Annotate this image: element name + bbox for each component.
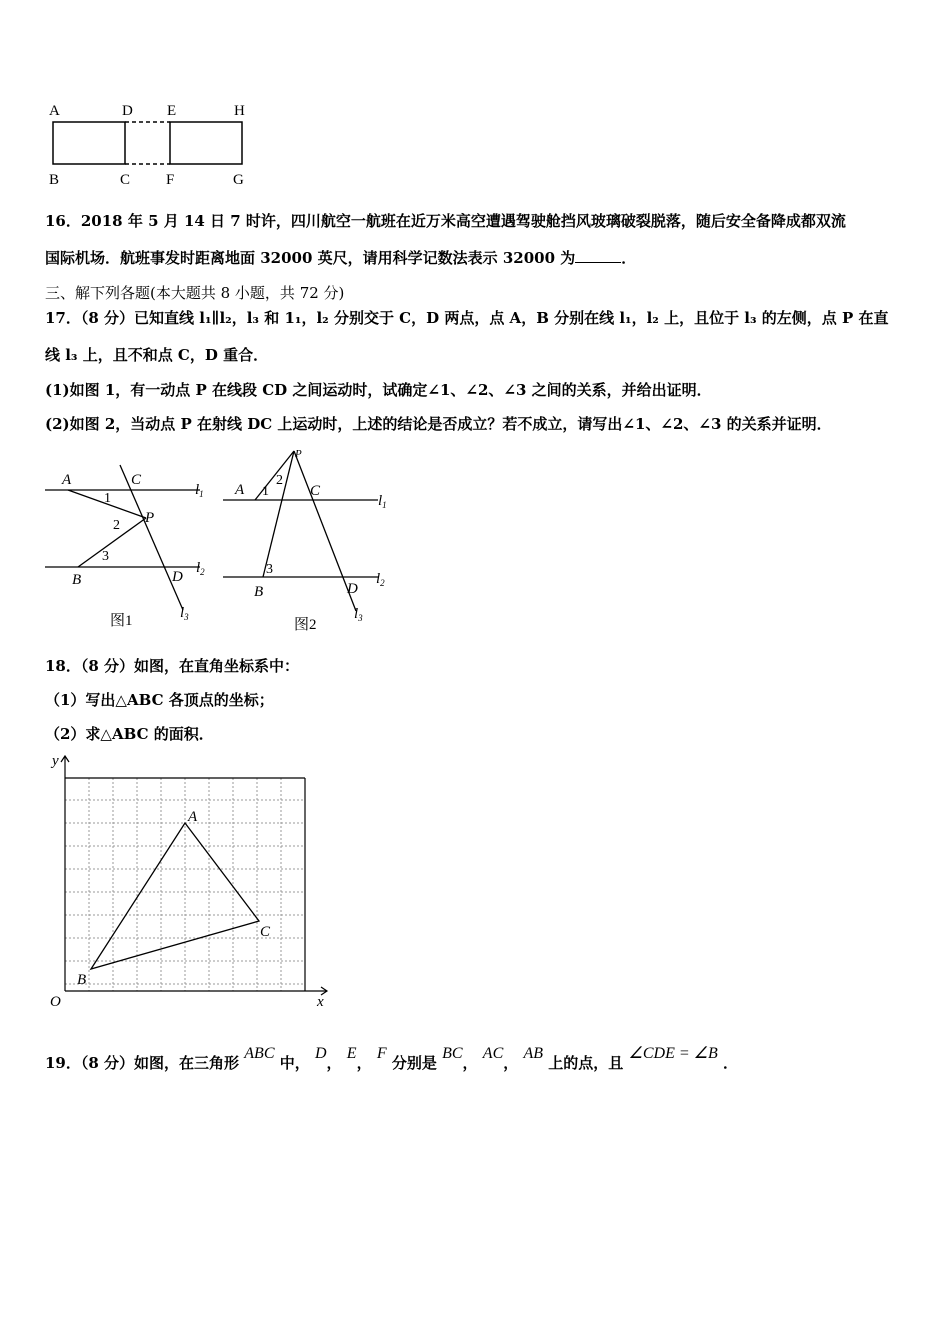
q17-line1: 17．（8 分）已知直线 l₁∥l₂，l₃ 和 1₁，l₂ 分别交于 C，D 两点，点 A，B 分别在线 l₁，l₂ 上，且位于 l₃ 的左侧，点 P 在直 — [45, 309, 889, 327]
q16-line2 — [45, 248, 910, 268]
grid-point-c: C — [260, 924, 271, 940]
fig2-label-l2: $l_2$ — [376, 571, 385, 588]
grid-point-b: B — [77, 972, 87, 988]
grid-y-label: y — [52, 753, 59, 769]
q18-part1: （1）写出△ABC 各顶点的坐标； — [45, 691, 274, 709]
fig1-caption: 图1 — [110, 613, 133, 629]
q19-comma-1: ， — [326, 1054, 342, 1072]
q16-line2-suffix: ． — [621, 249, 637, 267]
q17-figure-2 — [218, 443, 398, 635]
q18-coordinate-grid — [40, 748, 340, 1013]
fig1-label-l2: $l_2$ — [196, 560, 205, 577]
q19-d: D — [314, 1045, 327, 1062]
rect-label-c: C — [120, 172, 131, 188]
q16-line1: 16．2018 年 5 月 14 日 7 时许，四川航空一航班在近万米高空遭遇驾驶舱挡风玻璃破裂脱落，随后安全备降成都双流 — [45, 212, 846, 230]
rect-label-e: E — [167, 103, 177, 119]
q17-part1: (1)如图 1，有一动点 P 在线段 CD 之间运动时，试确定∠1、∠2、∠3 之间的关系，并给出证明． — [45, 381, 712, 399]
q19-ab: AB — [523, 1045, 544, 1062]
rect-figure — [40, 98, 260, 193]
fig2-label-b: B — [254, 584, 264, 600]
q19-ac: AC — [482, 1045, 504, 1062]
q19-e: E — [346, 1045, 357, 1062]
rect-label-d: D — [122, 103, 133, 119]
grid-x-label: x — [317, 994, 324, 1010]
rect-label-b: B — [49, 172, 60, 188]
q18-line1: 18．（8 分）如图，在直角坐标系中： — [45, 657, 300, 675]
fig1-label-c: C — [131, 472, 142, 488]
rect-label-g: G — [233, 172, 244, 188]
fig2-label-l3: $l_3$ — [354, 606, 363, 623]
q19-line — [45, 1045, 910, 1074]
q19-prefix: 19．（8 分）如图，在三角形 — [45, 1054, 240, 1072]
fig2-label-c: C — [310, 483, 321, 499]
fig2-label-d: D — [347, 581, 358, 597]
fig1-label-b: B — [72, 572, 82, 588]
fig2-angle-1: 1 — [262, 484, 269, 499]
q16-answer-blank[interactable] — [575, 248, 621, 263]
q17-figure-1 — [40, 460, 220, 635]
q19-comma-4: ， — [503, 1054, 519, 1072]
q19-bc: BC — [442, 1045, 463, 1062]
q19-condition: ∠CDE = ∠B — [628, 1045, 718, 1062]
q19-fenbie: 分别是 — [391, 1054, 437, 1072]
grid-point-a: A — [188, 809, 198, 825]
fig1-label-l1: $l_1$ — [195, 482, 204, 499]
fig2-angle-2: 2 — [276, 473, 283, 488]
fig1-angle-2: 2 — [113, 518, 120, 533]
q19-shang: 上的点，且 — [548, 1054, 624, 1072]
q19-abc: ABC — [244, 1045, 275, 1062]
q19-comma-3: ， — [462, 1054, 478, 1072]
q18-part2: （2）求△ABC 的面积． — [45, 725, 214, 743]
fig1-label-d: D — [172, 569, 183, 585]
rect-label-a: A — [49, 103, 60, 119]
q16-line2-prefix: 国际机场．航班事发时距离地面 32000 英尺，请用科学记数法表示 32000 为 — [45, 249, 576, 267]
q19-f: F — [376, 1045, 387, 1062]
fig2-label-p: P — [295, 448, 302, 460]
q17-part2: (2)如图 2，当动点 P 在射线 DC 上运动时，上述的结论是否成立？若不成立，请写出∠1、∠2、∠3 的关系并证明． — [45, 415, 832, 433]
fig1-label-l3: $l_3$ — [180, 605, 189, 622]
fig1-label-p: P — [145, 510, 155, 526]
rect-label-h: H — [234, 103, 245, 119]
q17-line2: 线 l₃ 上，且不和点 C，D 重合． — [45, 346, 269, 364]
grid-origin-label: O — [50, 994, 61, 1010]
fig1-angle-1: 1 — [104, 491, 111, 506]
q19-end: ． — [723, 1054, 739, 1072]
q19-comma-2: ， — [356, 1054, 372, 1072]
fig2-label-a: A — [235, 482, 245, 498]
fig1-angle-3: 3 — [102, 549, 109, 564]
section3-title: 三、解下列各题(本大题共 8 小题，共 72 分) — [45, 284, 345, 302]
q19-zhong: 中， — [279, 1054, 310, 1072]
fig1-label-a: A — [62, 472, 72, 488]
rect-label-f: F — [166, 172, 175, 188]
fig2-label-l1: $l_1$ — [378, 493, 387, 510]
fig2-caption: 图2 — [294, 617, 317, 633]
fig2-angle-3: 3 — [266, 562, 273, 577]
